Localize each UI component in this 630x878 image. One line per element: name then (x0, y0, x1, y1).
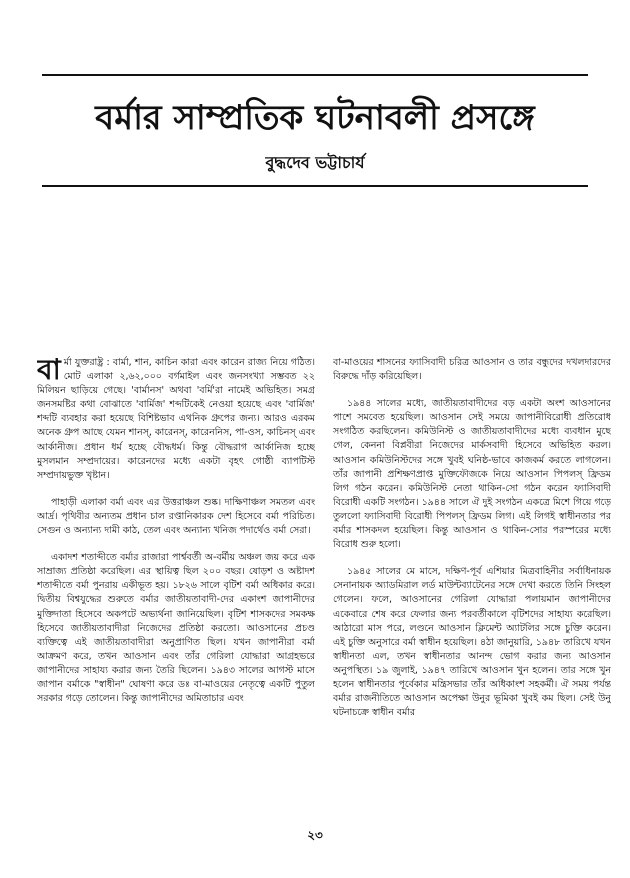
page-number: ২৩ (307, 828, 323, 842)
paragraph: বা-মাওয়ের শাসনের ফ্যাসিবাদী চরিত্র আওসান ও তার বন্ধুদের দখলদারদের বিরুদ্ধে দাঁড় করিয়েছিল। (333, 357, 611, 383)
paragraph: পাহাড়ী এলাকা বর্মা এবং এর উত্তরাঞ্চল শুষ্ক। দাক্ষিণাঞ্চল সমতল এবং আর্দ্র। পৃথিবীর অন্যতম প্রধান চাল রপ্তানিকারক দেশ হিসেবে বর্মা পরিচিত। সেগুন ও অন্যান্য দামী কাঠ, তেল এবং অন্যান্য খনিজ পদার্থেও বর্মা সেরা। (37, 496, 315, 537)
top-rule (42, 74, 588, 76)
header-rule (42, 185, 588, 187)
paragraph: ১৯৪৫ সালের মে মাসে, দক্ষিণ-পূর্ব এশিয়ার মিত্রবাহিনীর সর্বাধিনায়ক সেনানায়ক অ্যাডমিরাল লর্ড মাউন্টব্যাটেনের সঙ্গে দেখা করতে তিনি সিংহল গেলেন। ফলে, আওসানের গেরিলা যোদ্ধারা পলায়মান জাপানীদের একেবারে শেষ করে ফেলার জন্য পরবর্তীকালে বৃটিশদের সাহায্য করেছিল। আঠারো মাস পরে, লণ্ডনে আওসান ক্লিমেন্ট অ্যাটলির সঙ্গে চুক্তি করেন। এই চুক্তি অনুসারে বর্মা স্বাধীন হয়েছিল। ৪ঠা জানুয়ারি, ১৯৪৮ তারিখে যখন স্বাধীনতা এল, তখন স্বাধীনতার আনন্দ ভোগ করার জন্য আওসান অনুপস্থিত। ১৯ জুলাই, ১৯৪৭ তারিখে আওসান খুন হলেন। তার সঙ্গে খুন হলেন স্বাধীনতার পূর্বেকার মন্ত্রিসভার তাঁর অধিকাংশ সহকর্মী। ঐ সময় পর্যন্ত বর্মার রাজনীতিতে আওসান অপেক্ষা উনুর ভূমিকা খুবই কম ছিল। সেই উনু ঘটনাচক্রে স্বাধীন বর্মার (333, 566, 611, 719)
paragraph: ১৯৪৪ সালের মধ্যে, জাতীয়তাবাদীদের বড় একটা অংশ আওসানের পাশে সমবেত হয়েছিল। আওসান সেই সময়ে জাপানীবিরোধী প্রতিরোধ সংগঠিত করছিলেন। কমিউনিস্ট ও জাতীয়তাবাদীদের মধ্যে ব্যবধান মুছে গেল, কেননা বিপ্লবীরা নিজেদের মার্কসবাদী হিসেবে অভিহিত করল। আওসান কমিউনিস্টদের সঙ্গে খুবই ঘনিষ্ঠ-ভাবে কাজকর্ম করতে লাগলেন। তাঁর জাপানী প্রশিক্ষণপ্রাপ্ত মুক্তিফৌজকে নিয়ে আওসান পিপলস্ ফ্রিডম লিগ গঠন করেন। কমিউনিস্ট নেতা থাকিন-সো গঠন করেন ফ্যাসিবাদী বিরোধী একটি সংগঠন। ১৯৪৪ সালে ঐ দুই সংগঠন একত্রে মিশে গিয়ে গড়ে তুললো ফ্যাসিবাদী বিরোধী পিপলস্ ফ্রিডম লিগ। এই লিগই স্বাধীনতার পর বর্মার শাসকদল হয়েছিল। কিন্তু আওসান ও থাকিন-সোর পরস্পরের মধ্যে বিরোধ শুরু হলো। (333, 398, 611, 551)
paragraph (37, 356, 315, 483)
paragraph: একাদশ শতাব্দীতে বর্মার রাজারা পার্শ্ববর্তী অ-বর্মীয় অঞ্চল জয় করে এক সাম্রাজ্য প্রতিষ্ঠা করেছিল। এর স্থায়িত্ব ছিল ২০০ বছর। ষোড়শ ও অষ্টাদশ শতাব্দীতে বর্মা পুনরায় একীভূত হয়। ১৮২৬ সালে বৃটিশ বর্মা অধিকার করে। দ্বিতীয় বিশ্বযুদ্ধের শুরুতে বর্মার জাতীয়তাবাদী-দের একাংশ জাপানীদের মুক্তিদাতা হিসেবে অকপটে অভ্যর্থনা জানিয়েছিল। বৃটিশ শাসকদের সমকক্ষ হিসেবে জাতীয়তাবাদীরা নিজেদের প্রতিষ্ঠা করতো। আওসানের প্রচণ্ড ব্যক্তিত্বে এই জাতীয়তাবাদীরা অনুপ্রাণিত ছিল। যখন জাপানীরা বর্মা আক্রমণ করে, তখন আওসান এবং তাঁর গেরিলা যোদ্ধারা আগ্রহভরে জাপানীদের সাহায্য করার জন্য তৈরি ছিলেন। ১৯৪৩ সালের আগস্ট মাসে জাপান বর্মাকে "স্বাধীন" ঘোষণা করে ডঃ বা-মাওয়ের নেতৃত্বে একটি পুতুল সরকার গড়ে তোলেন। কিন্তু জাপানীদের অমিতাচার এবং (37, 552, 315, 705)
paragraph-text: র্মা যুক্তরাষ্ট্র : বার্মা, শান, কাচিন কারা এবং কারেন রাজ্য নিয়ে গঠিত। মোট এলাকা ২,৬২,০০০ বর্গমাইল এবং জনসংখ্যা সম্ভবত ২২ মিলিয়ন ছাড়িয়ে গেছে। 'বার্মানস' অথবা 'বর্মি'রা নামেই অভিহিত। সমগ্র জনসমষ্টির কথা বোঝাতে 'বার্মিজ' শব্দটিকেই নেওয়া হয়েছে এবং 'বার্মিজ' শব্দটি ব্যবহার করা হয়েছে বিশিষ্টভাব এথনিক গ্রুপের জন্য। আরও এরকম অনেক গ্রুপ আছে যেমন শানস্, কারেনস্, কারেননিস, পা-ওস, কাচিনস্ এবং আর্কানীজ। প্রধান ধর্ম হচ্ছে বৌদ্ধধর্ম। কিন্তু বৌদ্ধরাগ আর্কানিজ হচ্ছে মুসলমান সম্প্রদায়ের। কারেনদের মধ্যে একটা বৃহৎ গোষ্ঠী ব্যাপটিস্ট সম্প্রদায়ভুক্ত খৃষ্টান। (37, 357, 315, 481)
right-column (333, 356, 611, 824)
left-column (37, 356, 315, 824)
article-author: বুদ্ধদেব ভট্টাচার্য (265, 153, 365, 172)
article-title: বর্মার সাম্প্রতিক ঘটনাবলী প্রসঙ্গে (95, 98, 535, 138)
drop-cap: বা (37, 356, 61, 386)
